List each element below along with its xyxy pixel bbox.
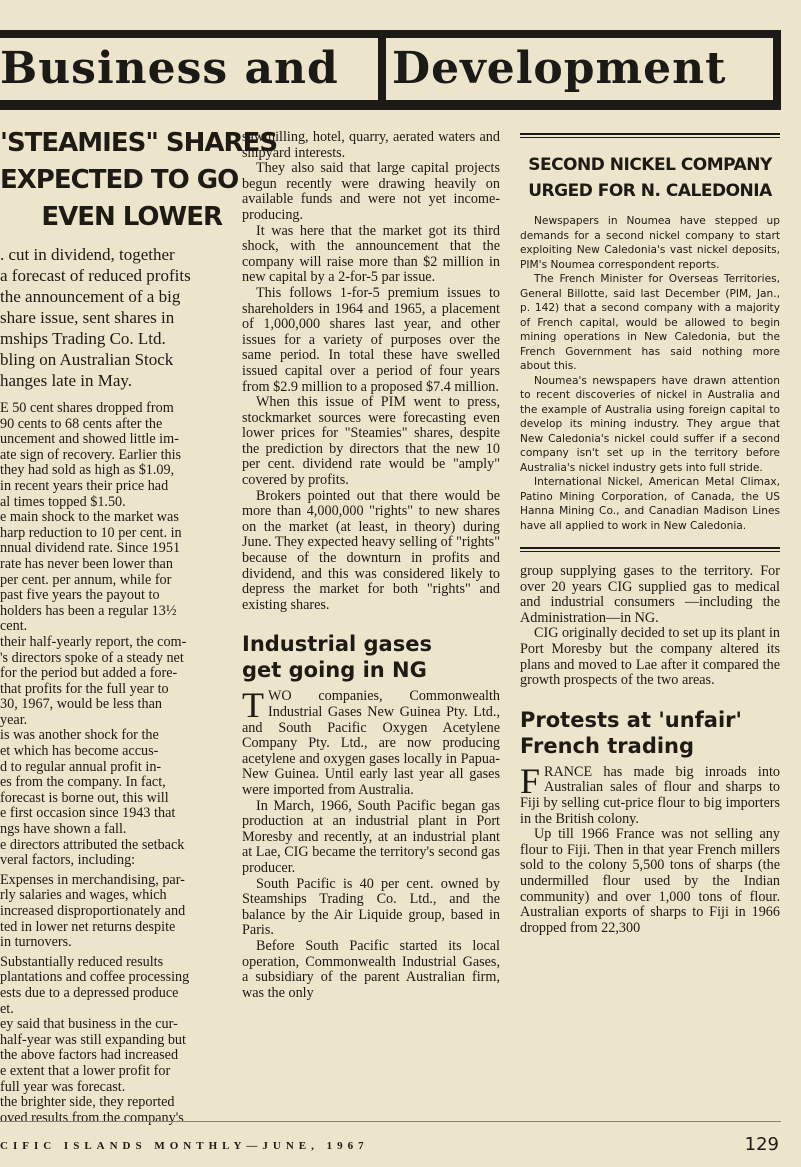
footer-rule: [0, 1121, 781, 1122]
para-3: [0, 635, 222, 729]
text-line: d to regular annual profit in-: [0, 758, 162, 775]
text-line: e first occasion since 1943 that: [0, 805, 176, 822]
text-line: et which has become accus-: [0, 743, 159, 760]
text-line: increased disproportionately and: [0, 903, 186, 919]
footer-publication: CIFIC ISLANDS MONTHLY—JUNE, 1967: [0, 1140, 369, 1152]
headline-line: French trading: [520, 733, 695, 758]
paragraph: Before South Pacific started its local operation, Commonwealth Industrial Gases, a subsidiary of the parent Australian firm, was the only: [242, 937, 500, 1001]
text-line: harp reduction to 10 per cent. in: [0, 524, 182, 541]
paragraph: The French Minister for Overseas Territories, General Billotte, said last December (PIM, Jan., p. 142) that a second company with a majority of French capital, would be allowed to begin mining operations in New Caledonia, but the French Government has said nothing more about this.: [520, 273, 780, 372]
para-1: [0, 401, 222, 510]
text-line: veral factors, including:: [0, 852, 136, 869]
headline-line: URGED FOR N. CALEDONIA: [528, 181, 772, 201]
headline-line: Protests at 'unfair': [520, 707, 742, 732]
para-4: [0, 728, 222, 837]
text-line: per cent. per annum, while for: [0, 571, 172, 588]
text-line: full year was forecast.: [0, 1078, 126, 1095]
text-line: their half-yearly report, the com-: [0, 633, 187, 650]
column-steamies: [0, 125, 278, 1126]
para-7: [0, 955, 222, 1017]
industrial-gases-headline: [242, 631, 500, 683]
banner-title-left: Business and: [0, 43, 339, 94]
text-line: cent.: [0, 618, 28, 635]
text-line: in turnovers.: [0, 934, 72, 951]
rule-bottom: [520, 547, 780, 552]
nickel-body: [520, 214, 780, 533]
para-6: [0, 873, 222, 951]
text-line: 90 cents to 68 cents after the: [0, 415, 163, 432]
headline-line: 'STEAMIES" SHARES: [0, 128, 278, 158]
text-line: ate sign of recovery. Earlier this: [0, 446, 182, 463]
text-line: oved results from the company's: [0, 1109, 184, 1126]
steamies-continued: [242, 130, 500, 613]
text-line: the brighter side, they reported: [0, 1094, 175, 1111]
paragraph: CIG originally decided to set up its plant in Port Moresby but the company altered its plans and moved to Lae after it compared the growth prospects of the two areas.: [520, 625, 780, 689]
column-middle: [242, 130, 500, 1110]
paragraph: International Nickel, American Metal Climax, Patino Mining Corporation, of Canada, the US Hanna Mining Co., and Canadian Madison Lines have all applied to work in New Caledonia.: [520, 476, 780, 532]
headline-line: SECOND NICKEL COMPANY: [528, 155, 772, 175]
text-line: plantations and coffee processing: [0, 969, 190, 986]
text-line: they had sold as high as $1.09,: [0, 462, 175, 479]
para-5: [0, 838, 222, 869]
protests-headline: [520, 707, 780, 759]
text-line: 30, 1967, would be less than: [0, 696, 162, 713]
steamies-lede: [0, 244, 222, 391]
text-line: e extent that a lower profit for: [0, 1062, 171, 1079]
paragraph: It was here that the market got its third shock, with the announcement that the company will raise more than $2 million in new capital by a 2-for-5 par issue.: [242, 222, 500, 286]
text-line: rate has never been lower than: [0, 555, 173, 572]
text-line: year.: [0, 711, 28, 728]
headline-line: get going in NG: [242, 658, 427, 683]
paragraph: [520, 760, 780, 827]
lede-line: . cut in dividend, together: [0, 245, 175, 264]
headline-line: EXPECTED TO GO: [0, 165, 239, 195]
steamies-body: [0, 401, 222, 1126]
paragraph: Up till 1966 France was not selling any flour to Fiji. Then in that year French millers sold to the colony 5,500 tons of sharps (the undermilled flour used by the Indian community) and over 1,000 tons of flour. Australian exports of sharps to Fiji in 1966 dropped from 22,300: [520, 826, 780, 936]
paragraph: This follows 1-for-5 premium issues to shareholders in 1964 and 1965, a placement of 1,000,000 shares last year, and other issues for a variety of purposes over the same period. In total these have swelled issued capital over a period of four years from $2.9 million to a proposed $7.4 million.: [242, 284, 500, 395]
text-line: past five years the payout to: [0, 587, 160, 604]
paragraph: sawmilling, hotel, quarry, aerated waters and shipyard interests.: [242, 129, 500, 161]
paragraph: They also said that large capital projects begun recently were drawing heavily on available funds and were not yet income-producing.: [242, 160, 500, 223]
text-line: et.: [0, 1000, 14, 1017]
text-line: Substantially reduced results: [0, 953, 164, 970]
paragraph: group supplying gases to the territory. For over 20 years CIG supplied gas to medical and industrial consumers —including the Administration—in NG.: [520, 563, 780, 626]
page-footer: [0, 1132, 801, 1167]
text-line: holders has been a regular 13½: [0, 602, 177, 619]
lede-line: mships Trading Co. Ltd.: [0, 329, 166, 348]
column-right: [520, 133, 780, 1110]
lede-line: share issue, sent shares in: [0, 308, 175, 327]
paragraph: Newspapers in Noumea have stepped up demands for a second nickel company to start exploiting New Caledonia's vast nickel deposits, PIM's Noumea correspondent reports.: [520, 215, 780, 271]
drop-cap: F: [520, 760, 541, 801]
banner-right-panel: [386, 38, 773, 100]
paragraph: Brokers pointed out that there would be more than 4,000,000 "rights" to new shares on the market (at least, in theory) during June. They expected heavy selling of "rights" because of the downturn in profits and dividend, and this was considered likely to depress the market for both "rights" and existing shares.: [242, 487, 500, 613]
text-line: e main shock to the market was: [0, 509, 179, 526]
text-line: that profits for the full year to: [0, 680, 169, 697]
steamies-headline: [0, 125, 278, 236]
lede-line: a forecast of reduced profits: [0, 266, 191, 285]
banner-left-panel: [0, 38, 378, 100]
text-line: al times topped $1.50.: [0, 493, 126, 510]
text-line: in recent years their price had: [0, 477, 169, 494]
gases-continued: [520, 564, 780, 689]
para-8: [0, 1017, 222, 1126]
text-line: ests due to a depressed produce: [0, 984, 179, 1001]
para-2: [0, 510, 222, 635]
headline-line: Industrial gases: [242, 632, 432, 657]
paragraph: Noumea's newspapers have drawn attention to recent discoveries of nickel in Australia and the example of Australia using foreign capital to develop its mining industry. They argue that New Caledonia's nickel could suffer if a second company isn't set up in the territory before Australia's nickel industry gets into full stride.: [520, 374, 780, 474]
text-line: ted in lower net returns despite: [0, 918, 176, 935]
paragraph: When this issue of PIM went to press, stockmarket sources were forecasting even lower prices for "Steamies" shares, despite the prediction by directors that the new 10 per cent. dividend rate would be "amply" covered by profits.: [242, 394, 500, 489]
lede-line: bling on Australian Stock: [0, 350, 174, 369]
industrial-gases-body: [242, 685, 500, 1001]
paragraph: [242, 685, 500, 798]
text-line: 's directors spoke of a steady net: [0, 649, 184, 666]
paragraph: In March, 1966, South Pacific began gas production at an industrial plant in Port Moresby and recently, at an industrial plant at Lae, CIG became the territory's second gas producer.: [242, 797, 500, 876]
drop-cap: T: [242, 685, 264, 726]
text-line: E 50 cent shares dropped from: [0, 400, 174, 416]
text-line: for the period but added a fore-: [0, 665, 178, 682]
text-line: ngs have shown a fall.: [0, 821, 127, 838]
text-line: the above factors had increased: [0, 1047, 179, 1064]
text-line: e directors attributed the setback: [0, 836, 185, 853]
nickel-headline: [520, 152, 780, 204]
lede-line: hanges late in May.: [0, 371, 133, 390]
text-line: half-year was still expanding but: [0, 1031, 186, 1048]
protests-body: [520, 760, 780, 937]
text-line: forecast is borne out, this will: [0, 789, 169, 806]
text-line: rly salaries and wages, which: [0, 887, 167, 904]
paragraph: South Pacific is 40 per cent. owned by Steamships Trading Co. Ltd., and the balance by the Air Liquide group, based in Paris.: [242, 875, 500, 939]
headline-line: EVEN LOWER: [41, 202, 222, 232]
banner-title-right: Development: [392, 43, 727, 94]
text-line: Expenses in merchandising, par-: [0, 871, 185, 888]
first-paragraph-text: WO companies, Commonwealth Industrial Gases New Guinea Pty. Ltd., and South Pacific Oxygen Acetylene Company Pty. Ltd., are now producing acetylene and oxygen gases locally in Papua-New Guinea. Until early last year all gases were imported from Australia.: [242, 688, 500, 798]
page-number: 129: [744, 1134, 779, 1155]
text-line: uncement and showed little im-: [0, 431, 179, 448]
section-banner: [0, 30, 781, 110]
lede-line: the announcement of a big: [0, 287, 181, 306]
text-line: is was another shock for the: [0, 727, 159, 744]
text-line: es from the company. In fact,: [0, 774, 166, 791]
text-line: ey said that business in the cur-: [0, 1016, 178, 1033]
first-paragraph-text: RANCE has made big inroads into Australian sales of flour and sharps to Fiji by selling cut-price flour to big importers in the British colony.: [520, 763, 780, 827]
rule-top: [520, 133, 780, 138]
text-line: nnual dividend rate. Since 1951: [0, 540, 181, 557]
